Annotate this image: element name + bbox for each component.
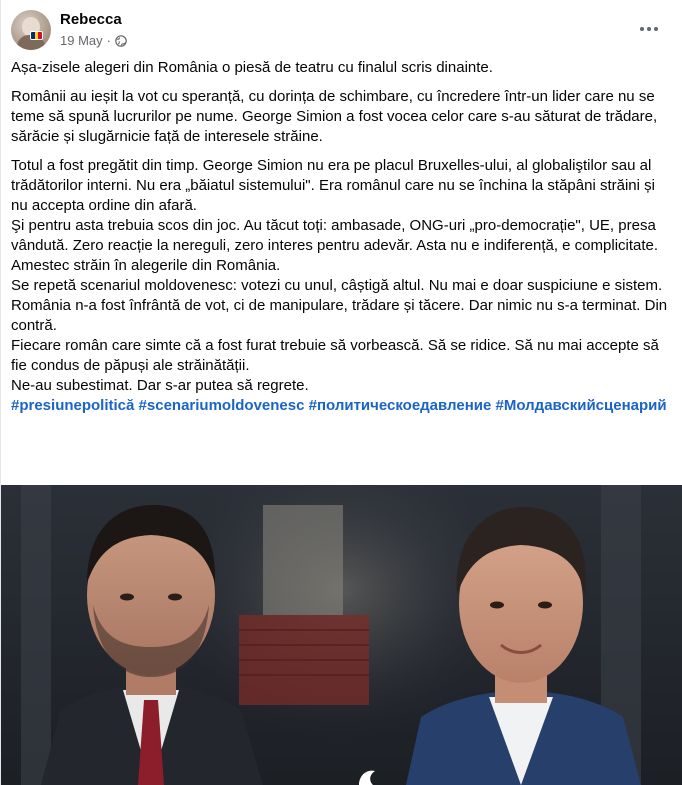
text-line: Ne-au subestimat. Dar s-ar putea să regrete. <box>11 377 309 394</box>
post-meta <box>60 33 127 48</box>
right-man-eye-left <box>490 602 504 609</box>
hashtag-link[interactable]: #политическоедавление <box>308 397 492 414</box>
author-name[interactable]: Rebecca <box>60 11 122 28</box>
text-line: Amestec străin în alegerile din România. <box>11 257 281 274</box>
post-header <box>1 0 682 58</box>
hashtags <box>11 396 671 416</box>
meta-separator: · <box>106 33 111 48</box>
hashtag-link[interactable]: #scenariumoldovenesc <box>138 397 305 414</box>
hashtag-link[interactable]: #Молдавскийсценарий <box>495 397 667 414</box>
more-options-button[interactable] <box>637 17 661 41</box>
post-date[interactable]: 19 May <box>60 33 103 48</box>
post-text <box>11 58 671 416</box>
romania-flag-icon <box>30 31 43 40</box>
dot <box>640 27 644 31</box>
two-men-portrait-image <box>1 485 682 785</box>
left-column <box>21 485 51 785</box>
text-line: Totul a fost pregătit din timp. George Simion nu era pe placul Bruxelles-ului, al globaliştilor sau al trădătorilor interni. Nu era „băiatul sistemului". Era românul care nu se închina la stăpâni străini și nu accepta ordine din afară. <box>11 157 655 214</box>
text-line: Se repetă scenariul moldovenesc: votezi cu unul, câștigă altul. Nu mai e doar suspiciune e sistem. <box>11 277 663 294</box>
hashtag-link[interactable]: #presiunepolitică <box>11 397 135 414</box>
text-line: România n-a fost înfrântă de vot, ci de manipulare, trădare și tăcere. Dar nimic nu s-a terminat. Din contră. <box>11 297 668 334</box>
right-man-eye-right <box>538 602 552 609</box>
text-line: Şi pentru asta trebuia scos din joc. Au tăcut toți: ambasade, ONG-uri „pro-democrație", UE, presa vândută. Zero reacție la nereguli, zero interes pentru adevăr. Asta nu e indiferență, e complicitate. <box>11 217 659 254</box>
globe-icon <box>115 35 127 47</box>
left-man-eye-left <box>120 594 134 601</box>
text-line: Fiecare român care simte că a fost furat trebuie să vorbească. Să se ridice. Să nu mai accepte să fie condus de păpuși ale străinătății. <box>11 337 659 374</box>
doorway <box>263 505 343 615</box>
left-man-eye-right <box>168 594 182 601</box>
post-photo[interactable] <box>1 485 682 785</box>
flag-stripe-red <box>38 32 42 39</box>
paragraph-2: Românii au ieșit la vot cu speranță, cu dorința de schimbare, cu încredere într-un lider care nu se teme să spună lucrurilor pe nume. George Simion a fost vocea celor care s-au săturat de trădare, sărăcie și slugărnicie față de interesele străine. <box>11 88 658 145</box>
dot <box>647 27 651 31</box>
paragraph-1: Așa-zisele alegeri din România o piesă de teatru cu finalul scris dinainte. <box>11 59 493 76</box>
dot <box>654 27 658 31</box>
avatar[interactable] <box>11 10 51 50</box>
